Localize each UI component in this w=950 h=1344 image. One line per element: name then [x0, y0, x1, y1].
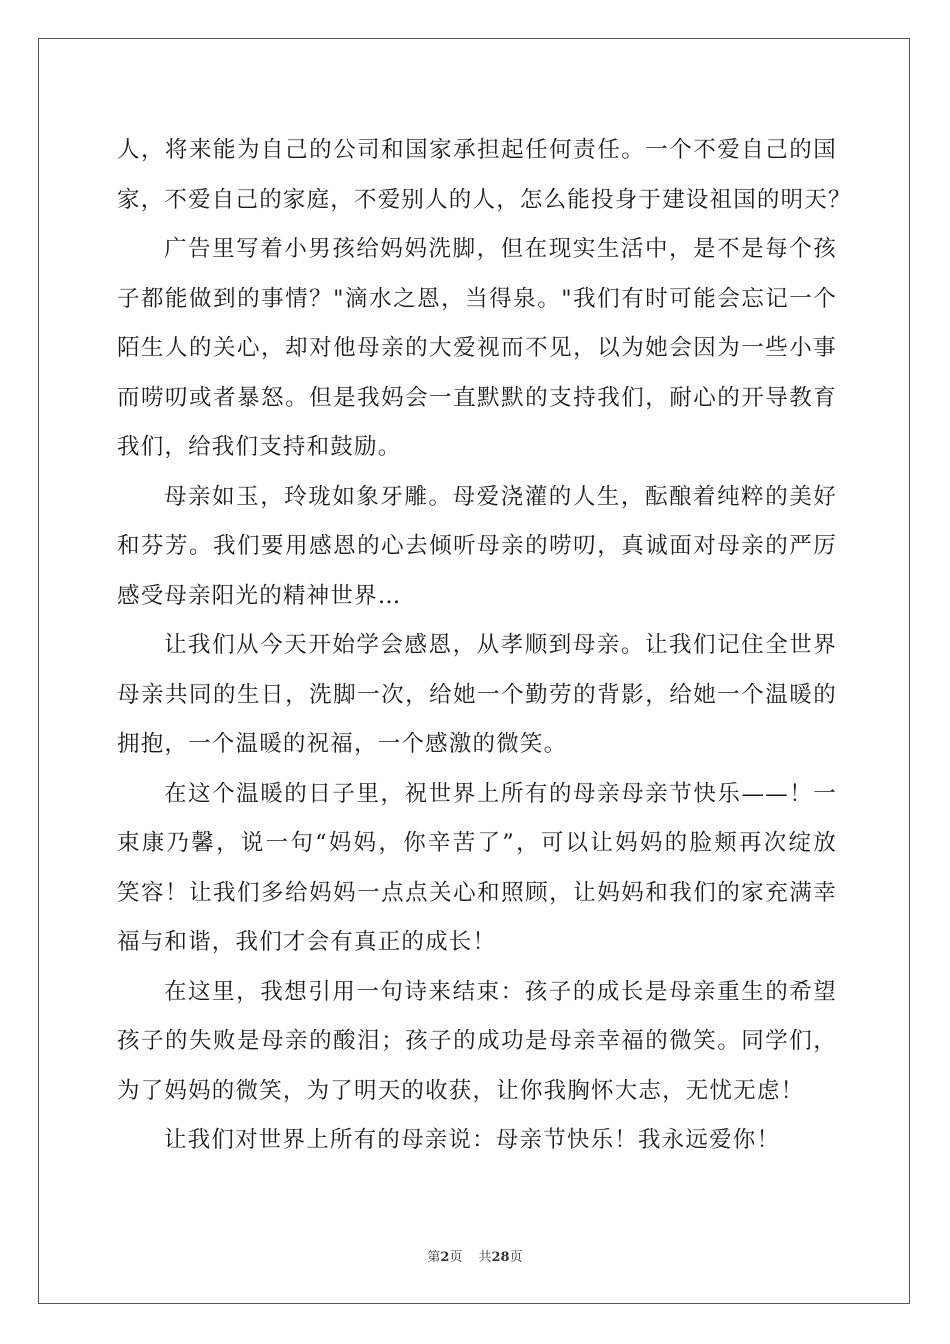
page-prefix: 第 — [427, 1250, 441, 1265]
total-prefix: 共 — [478, 1250, 492, 1265]
document-body — [117, 126, 852, 1166]
text-line: 孩子的失败是母亲的酸泪；孩子的成功是母亲幸福的微笑。同学们， — [117, 1028, 837, 1054]
text-line: 让我们从今天开始学会感恩，从孝顺到母亲。让我们记住全世界 — [164, 632, 837, 658]
total-page-count: 28 — [491, 1250, 510, 1265]
text-line: 让我们对世界上所有的母亲说：母亲节快乐！我永远爱你！ — [164, 1127, 781, 1153]
text-line: 而唠叨或者暴怒。但是我妈会一直默默的支持我们，耐心的开导教育 — [117, 384, 837, 411]
text-line: 子都能做到的事情？"滴水之恩，当得泉。"我们有时可能会忘记一个 — [117, 285, 837, 312]
text-line: 笑容！让我们多给妈妈一点点关心和照顾，让妈妈和我们的家充满幸 — [117, 879, 837, 906]
text-line: 拥抱，一个温暖的祝福，一个感激的微笑。 — [117, 731, 568, 757]
text-line: 母亲共同的生日，洗脚一次，给她一个勤劳的背影，给她一个温暖的 — [117, 681, 837, 708]
page-footer — [0, 1246, 950, 1265]
text-line: 和芬芳。我们要用感恩的心去倾听母亲的唠叨，真诚面对母亲的严厉 — [117, 533, 837, 559]
text-line: 为了妈妈的微笑，为了明天的收获，让你我胸怀大志，无忧无虑！ — [117, 1077, 805, 1104]
current-page-number: 2 — [440, 1250, 450, 1265]
text-line: 在这里，我想引用一句诗来结束：孩子的成长是母亲重生的希望 — [164, 978, 837, 1005]
text-line: 感受母亲阳光的精神世界… — [117, 582, 402, 609]
text-line: 家，不爱自己的家庭，不爱别人的人，怎么能投身于建设祖国的明天？ — [117, 186, 852, 213]
text-line: 福与和谐，我们才会有真正的成长！ — [117, 929, 497, 955]
text-line: 人，将来能为自己的公司和国家承担起任何责任。一个不爱自己的国 — [117, 137, 837, 163]
text-line: 母亲如玉，玲珑如象牙雕。母爱浇灌的人生，酝酿着纯粹的美好 — [164, 483, 837, 510]
text-line: 在这个温暖的日子里，祝世界上所有的母亲母亲节快乐——！一 — [164, 780, 837, 807]
text-line: 束康乃馨，说一句“妈妈，你辛苦了”，可以让妈妈的脸颊再次绽放 — [117, 830, 837, 856]
total-suffix: 页 — [509, 1250, 523, 1265]
text-line: 广告里写着小男孩给妈妈洗脚，但在现实生活中，是不是每个孩 — [164, 236, 837, 262]
page-suffix: 页 — [449, 1250, 463, 1265]
text-line: 我们，给我们支持和鼓励。 — [117, 434, 402, 460]
text-line: 陌生人的关心，却对他母亲的大爱视而不见，以为她会因为一些小事 — [117, 335, 837, 361]
